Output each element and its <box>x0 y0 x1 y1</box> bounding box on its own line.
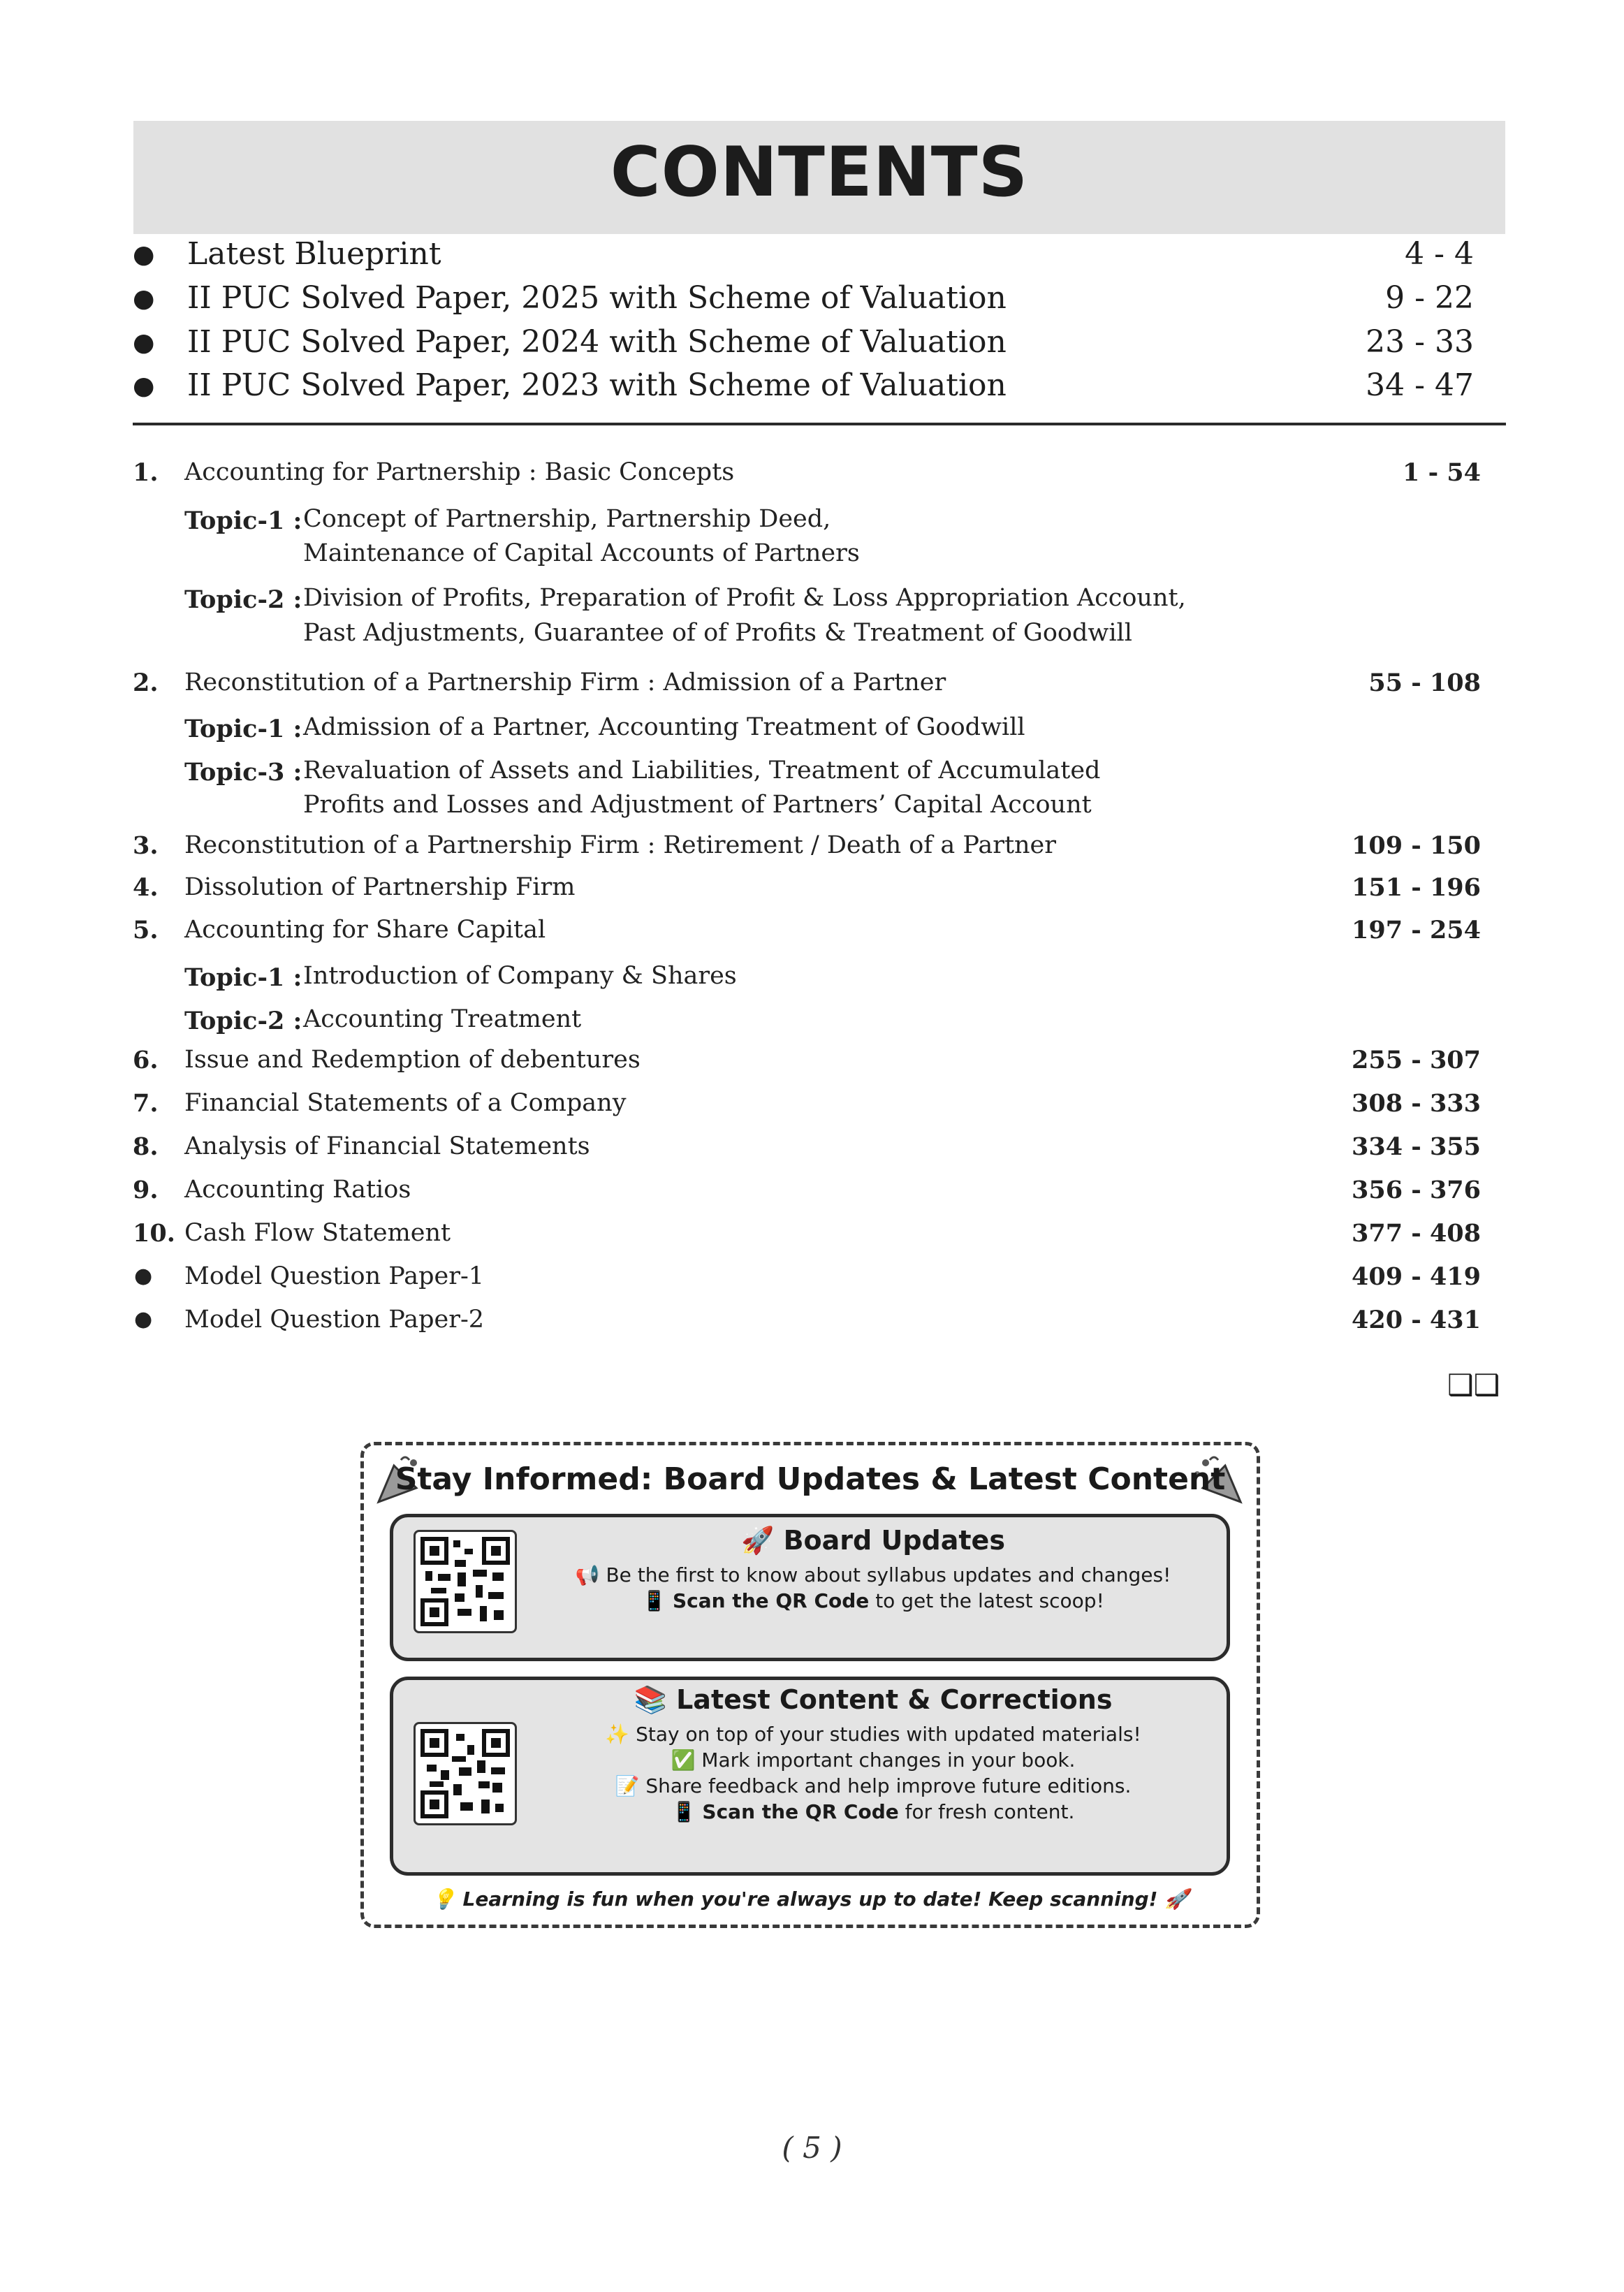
latest-content-line-1: ✨ Stay on top of your studies with updated materials! <box>605 1723 1141 1746</box>
chapter-number: 6. <box>133 1046 159 1074</box>
bullet-icon: ● <box>133 284 155 313</box>
chapter-row[interactable] <box>133 873 1481 908</box>
end-marker: ❑❑ <box>1447 1368 1500 1402</box>
books-icon: 📚 <box>634 1684 677 1715</box>
chapter-row[interactable] <box>133 1132 1481 1167</box>
rocket-icon: 🚀 <box>741 1525 784 1556</box>
chapter-title: Reconstitution of a Partnership Firm : Admission of a Partner <box>184 669 946 696</box>
topic-item <box>184 506 1232 576</box>
topic-text: Division of Profits, Preparation of Profit & Loss Appropriation Account, <box>303 584 1186 612</box>
phone-icon: 📱 <box>642 1589 673 1612</box>
chapter-number: 10. <box>133 1219 175 1248</box>
page-range: 1 - 54 <box>1403 458 1481 487</box>
chapter-row[interactable] <box>133 916 1481 951</box>
page-range: 34 - 47 <box>1366 367 1474 403</box>
chapter-title: Dissolution of Partnership Firm <box>184 873 576 901</box>
page-range: 334 - 355 <box>1351 1132 1481 1161</box>
chapter-title: Cash Flow Statement <box>184 1219 451 1247</box>
item-title: Latest Blueprint <box>187 236 441 272</box>
chapter-title: Accounting for Share Capital <box>184 916 546 944</box>
chapter-number: 4. <box>133 873 159 902</box>
preliminary-item[interactable] <box>133 280 1474 322</box>
chapter-title: Issue and Redemption of debentures <box>184 1046 641 1074</box>
topic-item <box>184 963 1232 998</box>
item-title: II PUC Solved Paper, 2025 with Scheme of Valuation <box>187 280 1007 316</box>
chapter-number: 8. <box>133 1132 159 1161</box>
latest-content-line-2: ✅ Mark important changes in your book. <box>671 1749 1076 1772</box>
topic-text: Admission of a Partner, Accounting Treatment of Goodwill <box>303 713 1025 741</box>
item-title: II PUC Solved Paper, 2023 with Scheme of Valuation <box>187 367 1007 403</box>
page-range: 197 - 254 <box>1351 916 1481 944</box>
chapter-number: 9. <box>133 1176 159 1204</box>
updates-footer: 💡 Learning is fun when you're always up to date! Keep scanning! 🚀 <box>431 1888 1190 1911</box>
bullet-icon: ● <box>134 1307 153 1331</box>
bullet-icon: ● <box>133 372 155 400</box>
latest-content-heading: 📚 Latest Content & Corrections <box>634 1684 1113 1715</box>
qr-code-board-updates[interactable] <box>414 1530 517 1633</box>
page-range: 409 - 419 <box>1351 1262 1481 1291</box>
sparkles-icon: ✨ <box>605 1723 636 1746</box>
page-range: 55 - 108 <box>1368 669 1481 697</box>
chapter-row[interactable] <box>133 1306 1481 1341</box>
chapter-row[interactable] <box>133 458 1481 493</box>
chapter-title: Accounting for Partnership : Basic Concepts <box>184 458 735 486</box>
page-range: 109 - 150 <box>1351 831 1481 860</box>
chapter-number: 1. <box>133 458 159 487</box>
chapter-title: Financial Statements of a Company <box>184 1089 627 1117</box>
chapter-number: 2. <box>133 669 159 697</box>
chapter-number: 5. <box>133 916 159 944</box>
topic-text: Profits and Losses and Adjustment of Partners’ Capital Account <box>303 791 1092 819</box>
chapter-title: Model Question Paper-2 <box>184 1306 485 1334</box>
page-range: 356 - 376 <box>1351 1176 1481 1204</box>
board-updates-line-2: 📱 Scan the QR Code to get the latest scoop! <box>642 1589 1104 1612</box>
chapter-title: Model Question Paper-1 <box>184 1262 485 1290</box>
chapter-number: 3. <box>133 831 159 860</box>
chapter-row[interactable] <box>133 1089 1481 1124</box>
bullet-icon: ● <box>134 1264 153 1288</box>
preliminary-item[interactable] <box>133 367 1474 409</box>
topic-text: Revaluation of Assets and Liabilities, Treatment of Accumulated <box>303 757 1101 784</box>
chapter-title: Analysis of Financial Statements <box>184 1132 590 1160</box>
phone-icon: 📱 <box>671 1800 703 1823</box>
lightbulb-icon: 💡 <box>431 1888 463 1911</box>
topic-label: Topic-3 : <box>184 758 302 787</box>
rocket-icon: 🚀 <box>1157 1888 1190 1911</box>
topic-text: Maintenance of Capital Accounts of Partners <box>303 539 860 567</box>
topic-item <box>184 758 1232 828</box>
chapter-row[interactable] <box>133 1262 1481 1297</box>
page-range: 9 - 22 <box>1385 280 1474 316</box>
qr-code-icon <box>416 1532 515 1631</box>
chapter-row[interactable] <box>133 1046 1481 1081</box>
divider <box>133 423 1506 425</box>
topic-label: Topic-2 : <box>184 1007 302 1035</box>
page-range: 420 - 431 <box>1351 1306 1481 1334</box>
page-range: 308 - 333 <box>1351 1089 1481 1118</box>
page-range: 23 - 33 <box>1366 324 1474 360</box>
qr-code-latest-content[interactable] <box>414 1722 517 1825</box>
topic-text: Past Adjustments, Guarantee of of Profits & Treatment of Goodwill <box>303 619 1132 647</box>
topic-label: Topic-1 : <box>184 715 302 743</box>
board-updates-line-1: 📢 Be the first to know about syllabus updates and changes! <box>575 1563 1171 1586</box>
page-number: ( 5 ) <box>782 2131 842 2165</box>
qr-code-icon <box>416 1724 515 1823</box>
chapter-row[interactable] <box>133 1176 1481 1211</box>
memo-icon: 📝 <box>615 1774 646 1797</box>
topic-item <box>184 715 1232 750</box>
topic-label: Topic-2 : <box>184 585 302 614</box>
topic-label: Topic-1 : <box>184 963 302 992</box>
topic-label: Topic-1 : <box>184 506 302 535</box>
board-updates-heading: 🚀 Board Updates <box>741 1525 1005 1556</box>
bullet-icon: ● <box>133 240 155 269</box>
chapter-title: Accounting Ratios <box>184 1176 411 1204</box>
item-title: II PUC Solved Paper, 2024 with Scheme of Valuation <box>187 324 1007 360</box>
preliminary-item[interactable] <box>133 324 1474 366</box>
page-range: 255 - 307 <box>1351 1046 1481 1074</box>
chapter-row[interactable] <box>133 669 1481 703</box>
topic-text: Introduction of Company & Shares <box>303 962 737 990</box>
page-range: 377 - 408 <box>1351 1219 1481 1248</box>
megaphone-icon: 📢 <box>575 1563 606 1586</box>
page-range: 151 - 196 <box>1351 873 1481 902</box>
chapter-number: 7. <box>133 1089 159 1118</box>
latest-content-line-3: 📝 Share feedback and help improve future editions. <box>615 1774 1132 1797</box>
chapter-row[interactable] <box>133 831 1481 866</box>
bullet-icon: ● <box>133 328 155 357</box>
latest-content-line-4: 📱 Scan the QR Code for fresh content. <box>671 1800 1075 1823</box>
topic-item <box>184 585 1232 655</box>
preliminary-item[interactable] <box>133 236 1474 278</box>
chapter-row[interactable] <box>133 1219 1481 1254</box>
topic-text: Accounting Treatment <box>303 1005 582 1033</box>
page-title: CONTENTS <box>610 133 1029 212</box>
chapter-title: Reconstitution of a Partnership Firm : Retirement / Death of a Partner <box>184 831 1057 859</box>
topic-item <box>184 1007 1232 1042</box>
check-icon: ✅ <box>671 1749 702 1772</box>
topic-text: Concept of Partnership, Partnership Deed, <box>303 505 831 533</box>
page-range: 4 - 4 <box>1405 236 1474 272</box>
updates-title: Stay Informed: Board Updates & Latest Content <box>395 1461 1226 1497</box>
